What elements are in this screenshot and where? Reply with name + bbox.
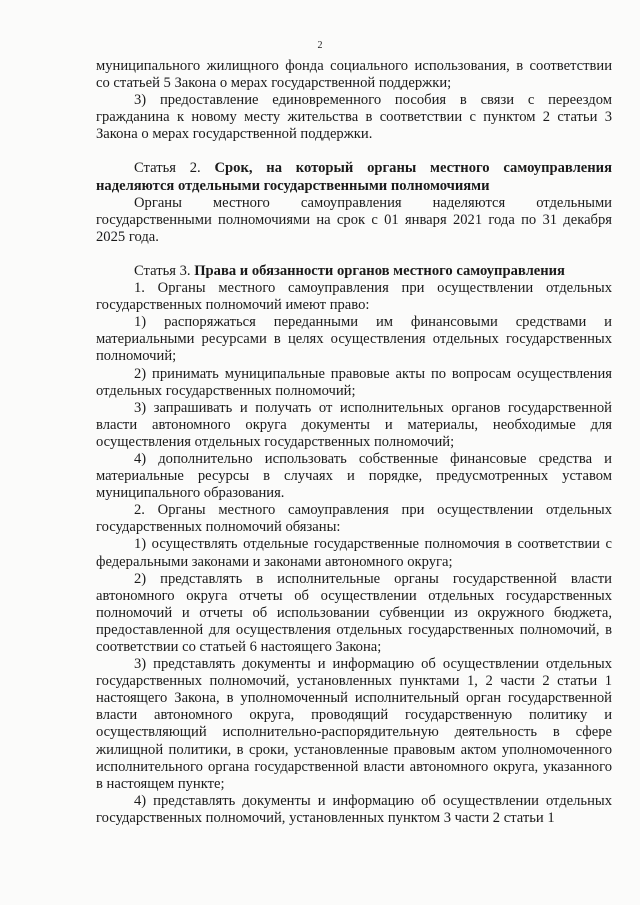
spacer [96,143,612,160]
article-3-prefix: Статья 3. [134,262,191,279]
article-3-heading [96,263,612,280]
article-3-part-2-item: 3) представлять документы и информацию об осуществлении отдельных государственных полномочий, установленных пунктами 1, 2 части 2 статьи 1 настоящего Закона, в уполномоченный исполнительный орган государственной власти автономного округа, проводящий государственную политику и осуществляющий исполнительно-распорядительную деятельность в сфере жилищной политики, в сроки, установленные правовым актом уполномоченного исполнительного органа государственной власти автономного округа, указанного в настоящем пункте; [96,656,612,792]
article-2-heading [96,160,612,194]
article-3-part-1-item: 4) дополнительно использовать собственные финансовые средства и материальные ресурсы в случаях и порядке, предусмотренных уставом муниципального образования. [96,450,612,502]
article-3-part-1-item: 1) распоряжаться переданными им финансовыми средствами и материальными ресурсами в целях осуществления отдельных государственных полномочий; [96,314,612,365]
article-2-text: Органы местного самоуправления наделяются отдельными государственными полномочиями на срок с 01 января 2021 года по 31 декабря 2025 года. [96,194,612,245]
paragraph-item-3: 3) предоставление единовременного пособия в связи с переездом гражданина к новому месту жительства в соответствии с пунктом 2 статьи 3 Закона о мерах государственной поддержки. [96,92,612,143]
article-3-part-1-item: 2) принимать муниципальные правовые акты по вопросам осуществления отдельных государственных полномочий; [96,365,612,399]
spacer [96,246,612,263]
article-3-part-2-item: 2) представлять в исполнительные органы государственной власти автономного округа отчеты об осуществлении отдельных государственных полномочий и отчеты об использовании субвенции из окружного бюджета, предоставленной для осуществления отдельных государственных полномочий, в соответствии со статьей 6 настоящего Закона; [96,570,612,655]
page-number: 2 [317,40,323,51]
paragraph-continuation: муниципального жилищного фонда социального использования, в соответствии со статьей 5 Закона о мерах государственной поддержки; [96,58,612,92]
article-3-part-2-item: 1) осуществлять отдельные государственные полномочия в соответствии с федеральными законами и законами автономного округа; [96,536,612,570]
article-3-part-2-item: 4) представлять документы и информацию об осуществлении отдельных государственных полномочий, установленных пунктом 3 части 2 статьи 1 [96,792,612,826]
article-3-part-1-item: 3) запрашивать и получать от исполнительных органов государственной власти автономного округа документы и материалы, необходимые для осуществления отдельных государственных полномочий; [96,399,612,450]
article-2-title: Срок, на который органы местного самоуправления наделяются отдельными государственными полномочиями [96,160,612,194]
article-2-prefix: Статья 2. [134,160,201,177]
document-body [96,58,612,827]
article-3-part-2-intro: 2. Органы местного самоуправления при осуществлении отдельных государственных полномочий обязаны: [96,502,612,536]
article-3-part-1-intro: 1. Органы местного самоуправления при осуществлении отдельных государственных полномочий имеют право: [96,280,612,314]
article-3-title: Права и обязанности органов местного самоуправления [194,262,565,279]
